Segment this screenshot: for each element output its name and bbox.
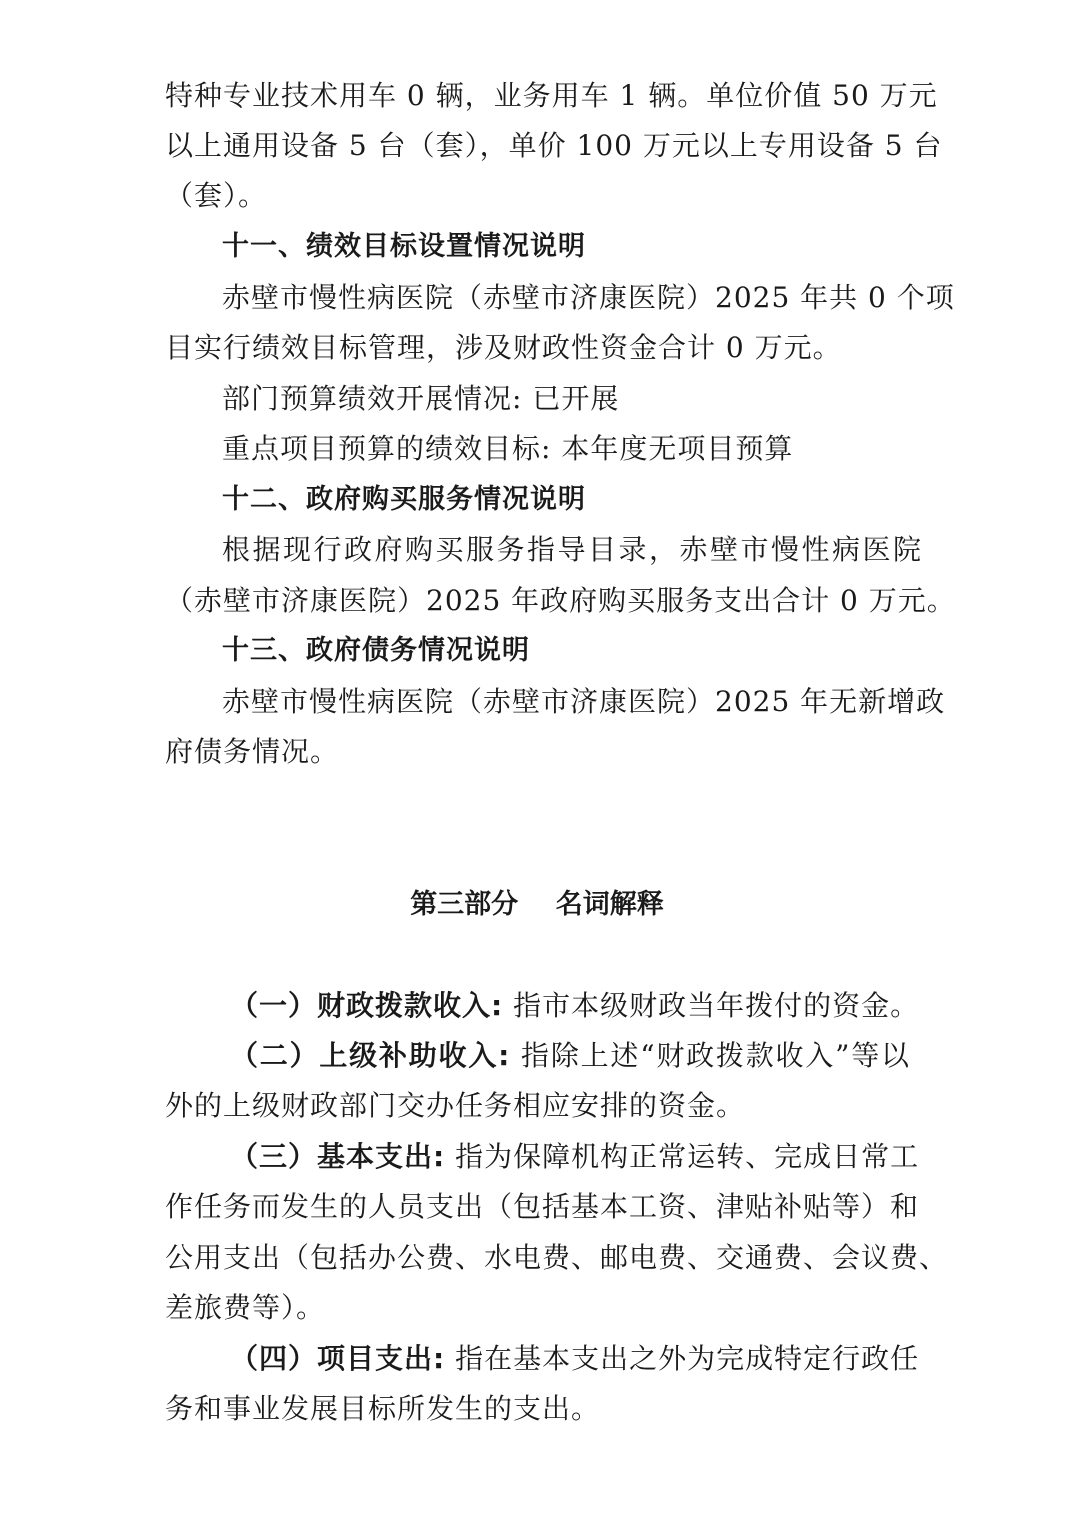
term-3-line-3: 公用支出（包括办公费、水电费、邮电费、交通费、会议费、 [165, 1241, 949, 1274]
term-2-line-1 [230, 1038, 910, 1074]
term-1-definition: 指市本级财政当年拨付的资金。 [503, 989, 920, 1022]
term-2-definition: 指除上述“财政拨款收入”等以 [510, 1039, 911, 1072]
part-3-title: 第三部分 名词解释 [410, 889, 664, 920]
term-2-label: （二）上级补助收入: [230, 1039, 511, 1072]
vehicle-equipment-line-3: （套）。 [165, 179, 268, 212]
term-4-definition: 指在基本支出之外为完成特定行政任 [445, 1342, 920, 1375]
term-4-label: （四）项目支出: [230, 1342, 446, 1375]
section-11-heading: 十一、绩效目标设置情况说明 [222, 231, 586, 262]
section-11-paragraph-line-2: 目实行绩效目标管理，涉及财政性资金合计 0 万元。 [165, 331, 842, 364]
term-3-line-4: 差旅费等）。 [165, 1291, 326, 1324]
term-4-line-1 [230, 1341, 920, 1377]
section-13-paragraph-line-1: 赤壁市慢性病医院（赤壁市济康医院）2025 年无新增政 [222, 685, 946, 718]
performance-status-line: 部门预算绩效开展情况: 已开展 [222, 382, 620, 415]
section-12-paragraph-line-1: 根据现行政府购买服务指导目录，赤壁市慢性病医院 [222, 533, 922, 566]
term-1-label: （一）财政拨款收入: [230, 989, 504, 1022]
section-12-paragraph-line-2: （赤壁市济康医院）2025 年政府购买服务支出合计 0 万元。 [165, 584, 956, 617]
term-4-line-2: 务和事业发展目标所发生的支出。 [165, 1392, 601, 1425]
term-3-line-1 [230, 1139, 920, 1175]
section-12-heading: 十二、政府购买服务情况说明 [222, 484, 586, 515]
section-13-heading: 十三、政府债务情况说明 [222, 635, 530, 666]
term-3-label: （三）基本支出: [230, 1140, 446, 1173]
section-13-paragraph-line-2: 府债务情况。 [165, 735, 340, 768]
key-project-target-line: 重点项目预算的绩效目标: 本年度无项目预算 [222, 432, 794, 465]
vehicle-equipment-line-1: 特种专业技术用车 0 辆，业务用车 1 辆。单位价值 50 万元 [165, 79, 938, 112]
term-3-definition: 指为保障机构正常运转、完成日常工 [445, 1140, 920, 1173]
vehicle-equipment-line-2: 以上通用设备 5 台（套），单价 100 万元以上专用设备 5 台 [165, 129, 943, 162]
term-3-line-2: 作任务而发生的人员支出（包括基本工资、津贴补贴等）和 [165, 1190, 920, 1223]
section-11-paragraph-line-1: 赤壁市慢性病医院（赤壁市济康医院）2025 年共 0 个项 [222, 281, 955, 314]
term-2-line-2: 外的上级财政部门交办任务相应安排的资金。 [165, 1089, 746, 1122]
term-1-line-1 [230, 988, 930, 1024]
